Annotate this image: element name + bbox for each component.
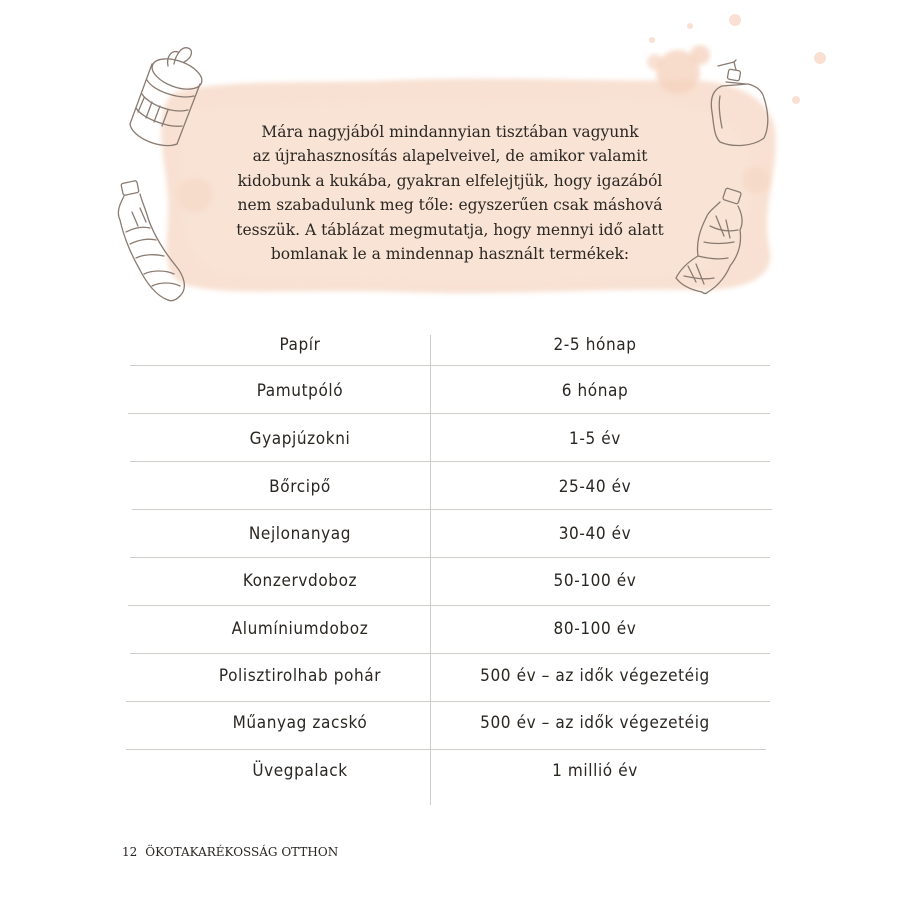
page-footer	[122, 845, 338, 859]
intro-line: bomlanak le a mindennap használt termékek:	[270, 245, 630, 264]
page-number: 12	[122, 845, 138, 859]
table-rule	[130, 461, 770, 462]
table-rule	[128, 413, 770, 414]
table-rule	[132, 509, 772, 510]
intro-line: kidobunk a kukába, gyakran elfelejtjük, hogy igazából	[237, 171, 663, 190]
intro-line: tesszük. A táblázat megmutatja, hogy mennyi idő alatt	[236, 220, 664, 239]
table-item-cell: Alumíniumdoboz	[231, 619, 369, 639]
table-time-cell: 500 év – az idők végezetéig	[480, 666, 710, 686]
table-rule	[126, 749, 766, 750]
table-time-cell: 80-100 év	[553, 619, 637, 639]
table-rule	[128, 605, 770, 606]
table-item-cell: Nejlonanyag	[248, 524, 352, 544]
table-item-cell: Üvegpalack	[252, 761, 348, 781]
intro-line: Mára nagyjából mindannyian tisztában vagyunk	[261, 123, 639, 141]
intro-paragraph	[200, 120, 700, 266]
plastic-bottle-icon	[110, 178, 200, 308]
book-title: ÖKOTAKARÉKOSSÁG OTTHON	[145, 845, 339, 859]
table-item-cell: Műanyag zacskó	[232, 713, 368, 733]
table-rule	[126, 701, 770, 702]
table-item-cell: Konzervdoboz	[242, 571, 358, 591]
table-rule	[130, 365, 770, 366]
table-rule	[130, 557, 770, 558]
tin-can-icon	[122, 42, 212, 152]
table-rule	[130, 653, 770, 654]
table-time-cell: 2-5 hónap	[553, 335, 637, 355]
table-item-cell: Bőrcipő	[269, 477, 331, 497]
table-time-cell: 1 millió év	[552, 761, 638, 781]
table-item-cell: Pamutpóló	[256, 381, 344, 401]
table-item-cell: Gyapjúzokni	[249, 429, 351, 449]
intro-line: nem szabadulunk meg tőle: egyszerűen csak máshová	[237, 196, 663, 215]
table-time-cell: 6 hónap	[561, 381, 629, 401]
intro-line: az újrahasznosítás alapelveivel, de amikor valamit	[252, 147, 648, 166]
table-item-cell: Polisztirolhab pohár	[218, 666, 382, 686]
table-time-cell: 500 év – az idők végezetéig	[480, 713, 710, 733]
table-time-cell: 1-5 év	[569, 429, 621, 449]
table-time-cell: 50-100 év	[553, 571, 637, 591]
table-item-cell: Papír	[279, 335, 321, 355]
table-time-cell: 25-40 év	[558, 477, 632, 497]
table-time-cell: 30-40 év	[558, 524, 632, 544]
soap-dispenser-icon	[700, 56, 780, 150]
